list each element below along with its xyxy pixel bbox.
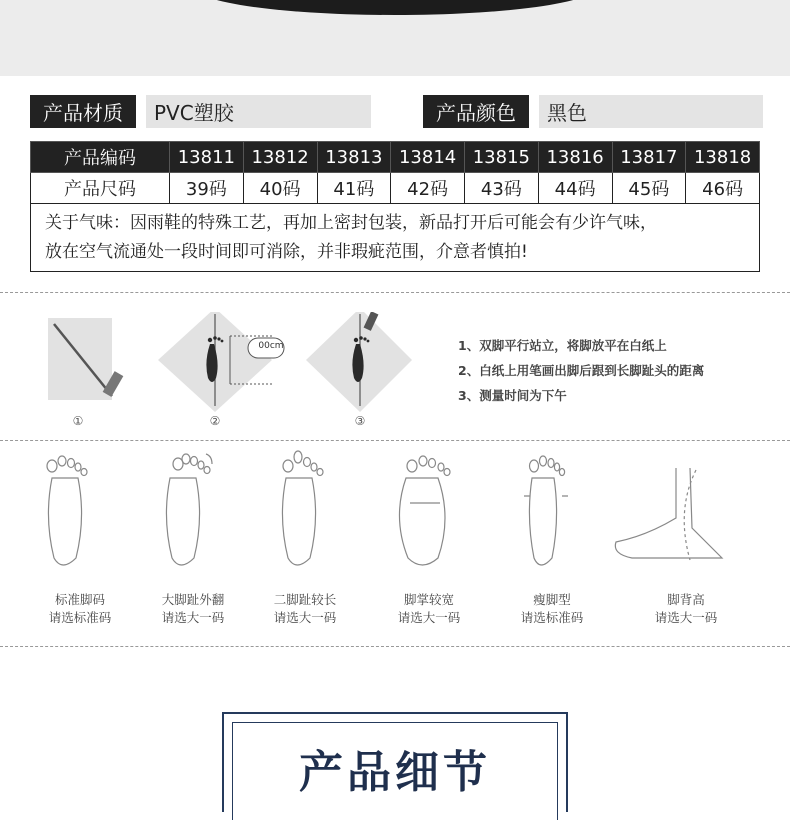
foot-type-illustrations <box>0 448 790 578</box>
foot-type-advice: 请选大一码 <box>654 610 718 625</box>
measure-step: 3、测量时间为下午 <box>458 388 567 403</box>
code-cell: 13814 <box>391 142 465 173</box>
foot-type-name: 二脚趾较长 <box>273 592 337 607</box>
foot-type-name: 瘦脚型 <box>533 592 571 607</box>
step-number: ① <box>72 414 84 428</box>
odor-notice <box>30 204 760 272</box>
code-cell: 13811 <box>170 142 244 173</box>
foot-type-caption <box>250 591 360 627</box>
divider <box>0 292 790 293</box>
foot-outline-icon <box>166 454 212 565</box>
foot-type-name: 大脚趾外翻 <box>161 592 225 607</box>
foot-side-icon <box>615 468 722 560</box>
foot-type-caption <box>138 591 248 627</box>
foot-outline-icon <box>399 456 450 565</box>
size-table <box>30 141 760 204</box>
code-cell: 13816 <box>538 142 612 173</box>
color-label: 产品颜色 <box>423 95 529 128</box>
code-cell: 13813 <box>317 142 391 173</box>
material-value: PVC塑胶 <box>146 95 371 128</box>
product-image-band <box>0 0 790 76</box>
size-cell: 45码 <box>612 173 686 204</box>
size-row <box>31 173 760 204</box>
notice-line: 关于气味：因雨鞋的特殊工艺，再加上密封包装，新品打开后可能会有少许气味， <box>45 213 657 233</box>
size-cell: 44码 <box>538 173 612 204</box>
size-label: 产品尺码 <box>31 173 170 204</box>
ruler-label: 00cm <box>258 341 284 351</box>
divider <box>0 646 790 647</box>
size-cell: 46码 <box>686 173 760 204</box>
size-cell: 39码 <box>170 173 244 204</box>
step-number: ③ <box>354 414 366 428</box>
shoe-detail <box>505 0 539 3</box>
divider <box>0 440 790 441</box>
measure-steps <box>458 333 704 408</box>
color-value: 黑色 <box>539 95 763 128</box>
foot-type-caption <box>497 591 607 627</box>
measure-step: 1、双脚平行站立，将脚放平在白纸上 <box>458 338 667 353</box>
code-label: 产品编码 <box>31 142 170 173</box>
foot-type-caption <box>25 591 135 627</box>
foot-type-advice: 请选大一码 <box>161 610 225 625</box>
code-cell: 13815 <box>465 142 539 173</box>
detail-title: 产品细节 <box>299 747 491 798</box>
foot-type-name: 脚掌较宽 <box>403 592 454 607</box>
measure-illustrations <box>40 312 420 412</box>
size-cell: 42码 <box>391 173 465 204</box>
measure-step: 2、白纸上用笔画出脚后跟到长脚趾头的距离 <box>458 363 705 378</box>
foot-type-advice: 请选标准码 <box>520 610 584 625</box>
foot-type-advice: 请选标准码 <box>48 610 112 625</box>
foot-type-caption <box>374 591 484 627</box>
code-cell: 13817 <box>612 142 686 173</box>
foot-outline-icon <box>282 451 323 565</box>
foot-type-caption <box>631 591 741 627</box>
notice-line: 放在空气流通处一段时间即可消除，并非瑕疵范围，介意者慎拍! <box>45 242 528 262</box>
shoe-detail <box>455 0 489 3</box>
step-number: ② <box>209 414 221 428</box>
foot-type-advice: 请选大一码 <box>273 610 337 625</box>
foot-type-advice: 请选大一码 <box>397 610 461 625</box>
foot-outline-icon <box>524 456 568 565</box>
size-cell: 41码 <box>317 173 391 204</box>
material-label: 产品材质 <box>30 95 136 128</box>
size-cell: 40码 <box>243 173 317 204</box>
code-cell: 13812 <box>243 142 317 173</box>
code-cell: 13818 <box>686 142 760 173</box>
foot-type-name: 脚背高 <box>667 592 705 607</box>
code-row <box>31 142 760 173</box>
foot-type-name: 标准脚码 <box>54 592 105 607</box>
size-cell: 43码 <box>465 173 539 204</box>
foot-outline-icon <box>47 456 87 565</box>
